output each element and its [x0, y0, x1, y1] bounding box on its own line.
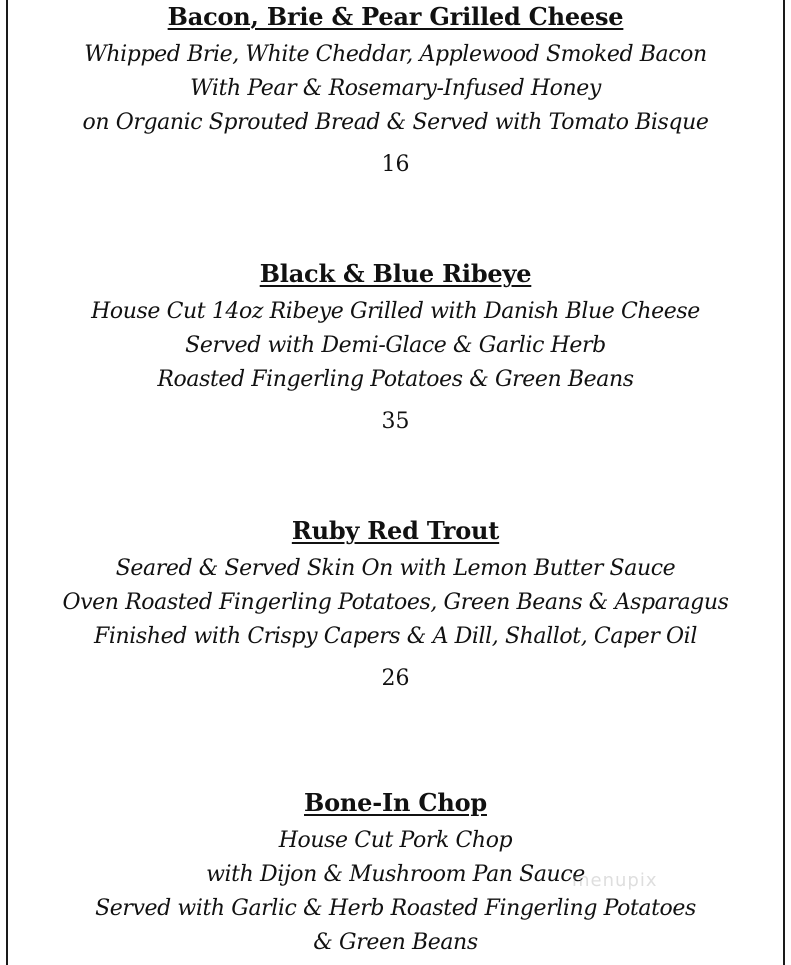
menu-item-title: Bone-In Chop: [304, 788, 487, 817]
menu-item-price: 16: [381, 152, 410, 177]
menu-item-description-line: with Dijon & Mushroom Pan Sauce: [206, 862, 585, 887]
menu-item-description-line: on Organic Sprouted Bread & Served with Tomato Bisque: [82, 110, 709, 135]
menu-item-grilled-cheese: [0, 2, 791, 180]
menu-item-description-line: House Cut Pork Chop: [278, 828, 513, 853]
menu-item-price: 35: [381, 409, 410, 434]
menu-item-description-line: Seared & Served Skin On with Lemon Butter Sauce: [115, 556, 676, 581]
menu-item-description-line: Served with Garlic & Herb Roasted Fingerling Potatoes: [95, 896, 696, 921]
menu-item-description-line: With Pear & Rosemary-Infused Honey: [190, 76, 601, 101]
menu-item-pork-chop: [0, 788, 791, 960]
menu-item-description-line: House Cut 14oz Ribeye Grilled with Danish Blue Cheese: [91, 299, 700, 324]
menu-item-description-line: Finished with Crispy Capers & A Dill, Shallot, Caper Oil: [94, 624, 697, 649]
menu-item-title: Black & Blue Ribeye: [259, 259, 532, 288]
menu-item-price: 26: [381, 666, 410, 691]
menu-item-description-line: Oven Roasted Fingerling Potatoes, Green Beans & Asparagus: [62, 590, 729, 615]
watermark-text: menupix: [572, 870, 658, 891]
menu-item-description-line: Served with Demi-Glace & Garlic Herb: [185, 333, 606, 358]
menu-item-description-line: Roasted Fingerling Potatoes & Green Beans: [157, 367, 634, 392]
menu-item-trout: [0, 516, 791, 694]
menu-item-description-line: & Green Beans: [313, 930, 478, 955]
menu-item-title: Bacon, Brie & Pear Grilled Cheese: [167, 2, 624, 31]
menu-item-title: Ruby Red Trout: [291, 516, 500, 545]
menu-item-description-line: Whipped Brie, White Cheddar, Applewood Smoked Bacon: [84, 42, 707, 67]
menu-item-ribeye: [0, 259, 791, 437]
